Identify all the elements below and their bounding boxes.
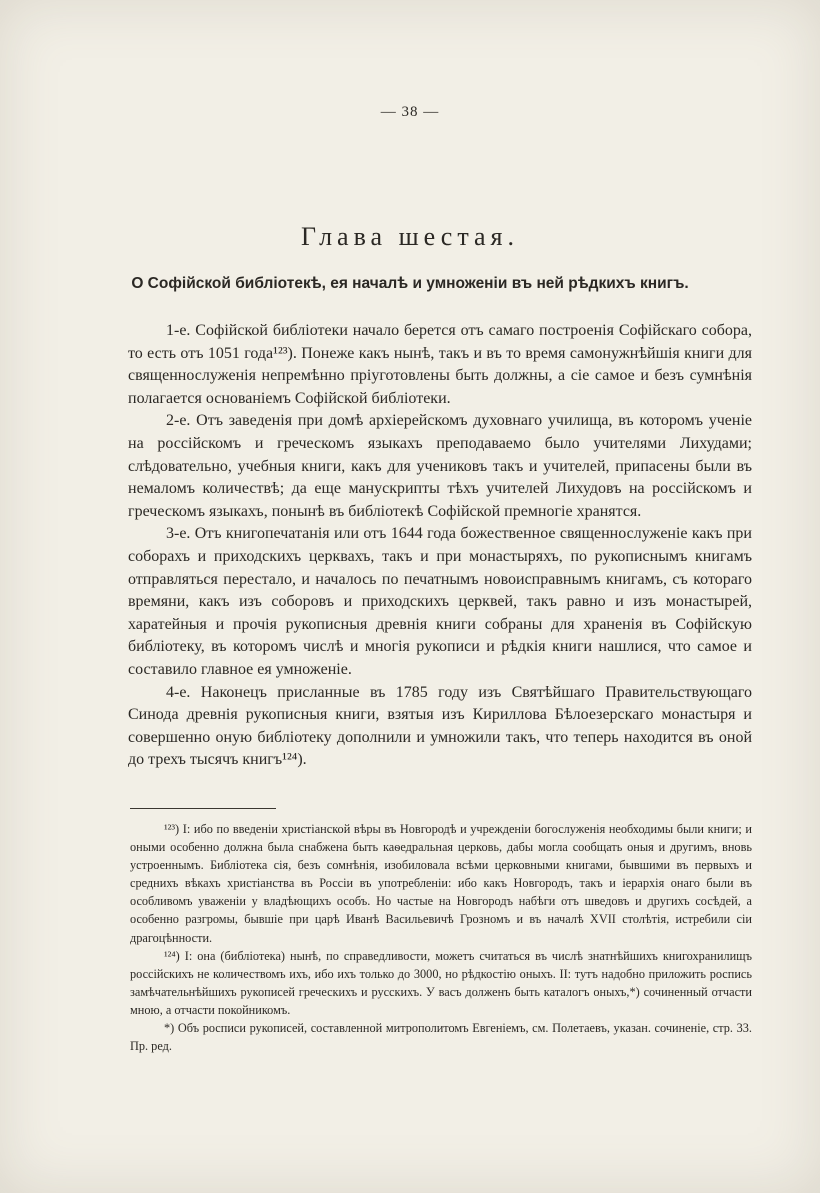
paragraph-4: 4-е. Наконецъ присланные въ 1785 году изъ Святѣйшаго Правительствующаго Синода древнія рукописныя книги, взятыя изъ Кириллова Бѣлоезерскаго монастыря и совершенно оную библіотеку дополнили и умножили такъ, что теперь находится въ оной до трехъ тысячъ книгъ¹²⁴). xyxy=(128,683,752,769)
main-text xyxy=(128,320,752,772)
footnote-divider xyxy=(130,808,276,809)
chapter-title: Глава шестая. xyxy=(301,222,519,251)
section-title: О Софійской библіотекѣ, ея началѣ и умноженіи въ ней рѣдкихъ книгъ. xyxy=(131,275,689,292)
footnotes xyxy=(130,820,752,1055)
paragraph-3: 3-е. Отъ книгопечатанія или отъ 1644 года божественное священнослуженіе какъ при соборахъ и приходскихъ церквахъ, такъ и при монастыряхъ, по рукописнымъ книгамъ отправляться перестало, и началось по печатнымъ новоисправнымъ книгамъ, съ котораго времяни, какъ изъ соборовъ и приходскихъ церквей, такъ равно и изъ монастырей, харатейныя и прочія рукописныя древнія книги собраны для храненія въ Софійскую библіотеку, въ которомъ числѣ и многія рукописи и рѣдкія книги нашлися, что самое и составило главное ея умноженіе. xyxy=(128,525,752,678)
footnote-editor: *) Объ росписи рукописей, составленной митрополитомъ Евгеніемъ, см. Полетаевъ, указан. сочиненіе, стр. 33. Пр. ред. xyxy=(130,1021,752,1054)
footnote-124: ¹²⁴) I: она (библіотека) нынѣ, по справедливости, можетъ считаться въ числѣ знатнѣйшихъ книгохранилищъ россійскихъ не количествомъ ихъ, ибо ихъ только до 3000, но рѣдкостію оныхъ. II: тутъ надобно приложить роспись замѣчательнѣйшихъ рукописей греческихъ и русскихъ. У васъ долженъ быть каталогъ оныхъ,*) сочиненный отчасти мною, а отчасти покойникомъ. xyxy=(130,948,752,1017)
paragraph-2: 2-е. Отъ заведенія при домѣ архіерейскомъ духовнаго училища, въ которомъ ученіе на россійскомъ и греческомъ языкахъ преподаваемо было учителями Лихудами; слѣдовательно, учебныя книги, какъ для учениковъ такъ и учителей, припасены были въ немаломъ количествѣ; да еще манускрипты тѣхъ учителей Лихудовъ на россійскомъ и греческомъ языкахъ, понынѣ въ библіотекѣ Софійской премногіе хранятся. xyxy=(128,412,752,520)
page-number: — 38 — xyxy=(380,104,440,120)
paragraph-1: 1-е. Софійской библіотеки начало берется отъ самаго построенія Софійскаго собора, то есть отъ 1051 года¹²³). Понеже какъ нынѣ, такъ и въ то время самонужнѣйшія книги для священнослуженія непремѣнно пріуготовлены быть должны, а сіе самое и безъ сумнѣнія полагается основаніемъ Софійской библіотеки. xyxy=(128,322,752,407)
footnote-123: ¹²³) I: ибо по введеніи христіанской вѣры въ Новгородѣ и учрежденіи богослуженія необходимы были книги; и оными особенно должна была снабжена быть каѳедральная церковь, дабы могла сообщать оныя и другимъ, вновь устроеннымъ. Библіотека сія, безъ сомнѣнія, изобиловала всѣми церковными книгами, бывшими въ первыхъ и среднихъ вѣкахъ христіанства въ Россіи въ употребленіи: ибо какъ Новгородъ, такъ и іерархія онаго были въ особливомъ уваженіи у владѣющихъ особъ. Но частые на Новгородъ набѣги отъ шведовъ и другихъ сосѣдей, а особенно разгромы, бывшіе при царѣ Иванѣ Васильевичѣ Грозномъ и въ началѣ XVII столѣтія, истребили сіи драгоцѣнности. xyxy=(130,822,752,945)
